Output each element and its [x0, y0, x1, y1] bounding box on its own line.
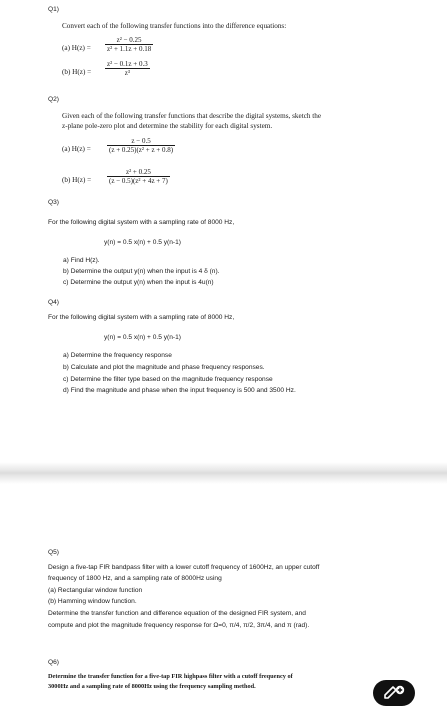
- q5-line-1: Design a five-tap FIR bandpass filter with a lower cutoff frequency of 1600Hz, an upper cutoff: [48, 564, 320, 571]
- q4-item-d: d) Find the magnitude and phase when the input frequency is 500 and 3500 Hz.: [63, 387, 296, 394]
- q2a-denominator: (z + 0.25)(z² + z + 0.8): [109, 146, 174, 154]
- q1a-fraction: [105, 36, 153, 53]
- q3-equation: y(n) = 0.5 x(n) + 0.5 y(n-1): [104, 239, 181, 246]
- q4-item-b: b) Calculate and plot the magnitude and phase frequency responses.: [63, 364, 265, 371]
- q3-label: Q3): [48, 199, 59, 206]
- q5-line-4: (b) Hamming window function.: [48, 598, 137, 605]
- q2-intro-line2: z-plane pole-zero plot and determine the stability for each digital system.: [62, 122, 273, 130]
- q5-line-2: frequency of 1800 Hz, and a sampling rate of 8000Hz using: [48, 575, 222, 582]
- q1a-denominator: z² + 1.1z + 0.18: [107, 45, 152, 53]
- q1-intro: Convert each of the following transfer functions into the difference equations:: [62, 22, 287, 30]
- q2a-numerator: z − 0.5: [107, 137, 175, 146]
- q2b-fraction: [107, 168, 170, 185]
- q3-item-c: c) Determine the output y(n) when the input is 4u(n): [63, 279, 214, 286]
- q5-line-3: (a) Rectangular window function: [48, 587, 143, 594]
- q3-intro: For the following digital system with a sampling rate of 8000 Hz,: [48, 219, 235, 226]
- q1b-numerator: z² − 0.1z + 0.3: [107, 60, 148, 68]
- pencil-plus-icon: [382, 685, 406, 701]
- q2-intro-line1: Given each of the following transfer functions that describe the digital systems, sketch the: [62, 112, 322, 120]
- q1a-numerator: z² − 0.25: [105, 36, 153, 45]
- page-divider: [0, 462, 447, 484]
- q4-equation: y(n) = 0.5 x(n) + 0.5 y(n-1): [104, 334, 181, 341]
- q6-label: Q6): [48, 659, 59, 666]
- q2b-denominator: (z − 0.5)(z² + 4z + 7): [109, 177, 168, 185]
- q2a-label: (a) H(z) =: [62, 145, 91, 153]
- q5-label: Q5): [48, 549, 59, 556]
- q1b-label: (b) H(z) =: [62, 68, 92, 76]
- q6-line-2: 3000Hz and a sampling rate of 8000Hz using the frequency sampling method.: [48, 683, 256, 690]
- q3-item-a: a) Find H(z).: [63, 257, 100, 264]
- q5-line-5: Determine the transfer function and difference equation of the designed FIR system, and: [48, 610, 306, 617]
- q2-label: Q2): [48, 96, 59, 103]
- q2b-label: (b) H(z) =: [62, 176, 92, 184]
- q1b-fraction: [105, 60, 150, 77]
- q4-intro: For the following digital system with a sampling rate of 8000 Hz,: [48, 314, 235, 321]
- q2a-fraction: [107, 137, 175, 154]
- q4-item-a: a) Determine the frequency response: [63, 352, 172, 359]
- edit-fab-button[interactable]: [373, 680, 415, 706]
- q1a-label: (a) H(z) =: [62, 44, 91, 52]
- q6-line-1: Determine the transfer function for a five-tap FIR highpass filter with a cutoff frequency of: [48, 673, 293, 680]
- q4-label: Q4): [48, 299, 59, 306]
- q2b-numerator: z² + 0.25: [107, 168, 170, 177]
- q1b-denominator: z³: [124, 69, 130, 77]
- q1-label: Q1): [48, 6, 59, 13]
- q5-line-6: compute and plot the magnitude frequency response for Ω=0, π/4, π/2, 3π/4, and π (rad).: [48, 622, 310, 629]
- q3-item-b: b) Determine the output y(n) when the input is 4 δ (n).: [63, 268, 220, 275]
- q4-item-c: c) Determine the filter type based on the magnitude frequency response: [63, 376, 273, 383]
